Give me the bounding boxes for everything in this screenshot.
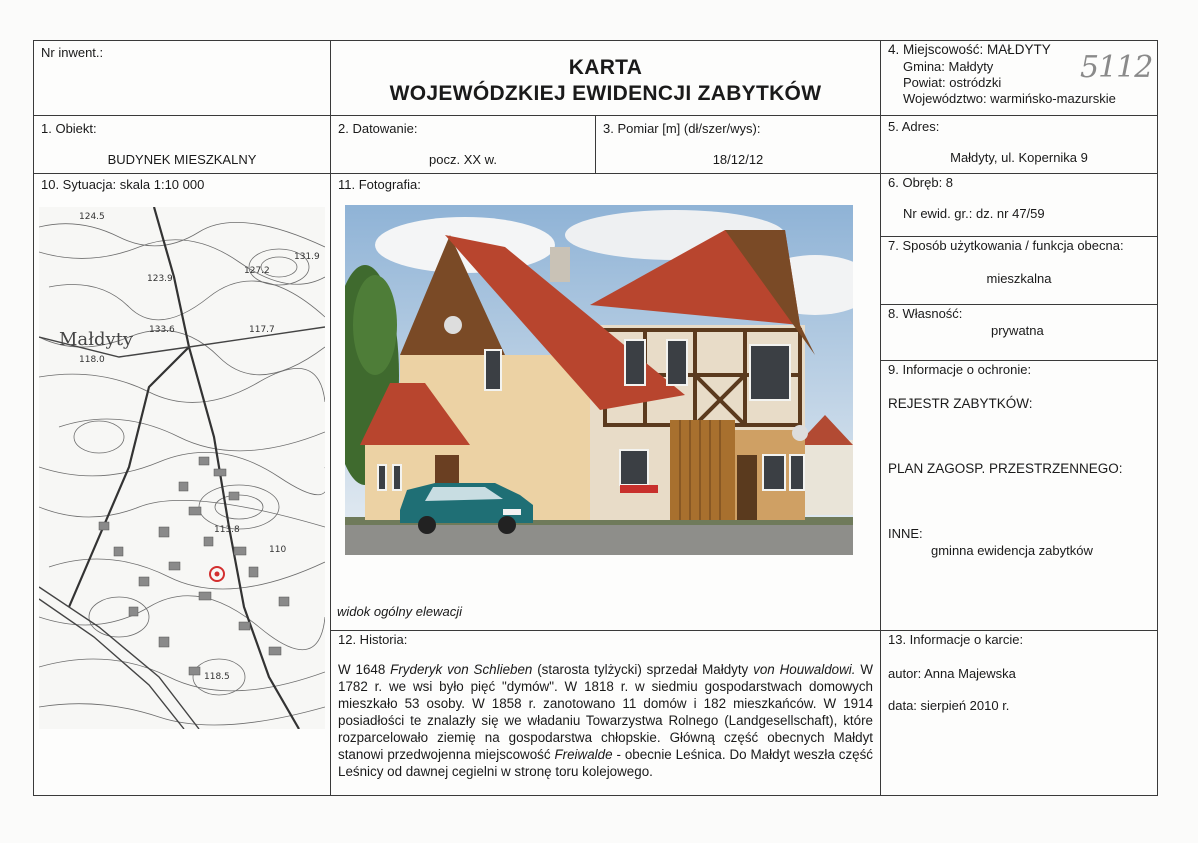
map-height-label: 124.5 xyxy=(79,212,105,222)
photo-cell xyxy=(330,173,881,631)
measure-label: 3. Pomiar [m] (dł/szer/wys): xyxy=(603,121,761,136)
measure-value: 18/12/12 xyxy=(712,152,764,167)
object-cell xyxy=(33,115,331,174)
map-height-label: 117.7 xyxy=(249,325,275,335)
map-height-label: 123.9 xyxy=(147,274,173,284)
voivodeship-value: Województwo: warmińsko-mazurskie xyxy=(903,91,1116,106)
ownership-label: 8. Własność: xyxy=(888,306,963,321)
usage-label: 7. Sposób użytkowania / funkcja obecna: xyxy=(888,238,1124,253)
precinct-label: 6. Obręb: 8 xyxy=(888,175,954,190)
date-value: data: sierpień 2010 r. xyxy=(888,698,1010,713)
map-height-label: 133.6 xyxy=(149,325,175,335)
object-value: BUDYNEK MIESZKALNY xyxy=(107,152,257,167)
card-title-line2: WOJEWÓDZKIEJ EWIDENCJI ZABYTKÓW xyxy=(389,82,822,105)
situation-cell xyxy=(33,173,331,796)
photo-caption: widok ogólny elewacji xyxy=(337,604,463,619)
address-value: Małdyty, ul. Kopernika 9 xyxy=(950,150,1088,165)
ownership-cell xyxy=(880,304,1158,361)
locality-label: 4. Miejscowość: MAŁDYTY xyxy=(888,42,1051,57)
map-height-label: 110 xyxy=(269,545,287,555)
handwritten-number: 5112 xyxy=(1080,50,1153,85)
precinct-cell xyxy=(880,173,1158,237)
title-cell xyxy=(330,40,881,116)
inventory-label: Nr inwent.: xyxy=(41,45,104,60)
map-town-label: Małdyty xyxy=(59,329,134,350)
protection-label: 9. Informacje o ochronie: xyxy=(888,362,1032,377)
map-height-label: 131.9 xyxy=(294,252,320,262)
map-height-label: 113.8 xyxy=(214,525,240,535)
history-text: W 1648 Fryderyk von Schlieben (starosta tylżycki) sprzedał Małdyty von Houwaldowi. W 1782 r. we wsi było pięć "dymów". W 1818 r. w siedmiu gospodarstwach domowych mieszkało 53 osoby. W 1858 r. zanotowano 11 domów i 182 mieszkańców. W 1914 posiadłości te znalazły się we władaniu Towarzystwa Rolnego (Landgesellschaft), które rozparcelowało ziemię na gospodarstwa chłopskie. Główną część obecnych Małdyt stanowi przedwojenna miejscowość Freiwalde - obecnie Leśnica. Do Małdyt weszła część Leśnicy od dawnej cegielni w stronę toru kolejowego. xyxy=(338,662,873,779)
district-value: Powiat: ostródzki xyxy=(903,75,1002,90)
photo-label: 11. Fotografia: xyxy=(338,177,421,192)
author-value: autor: Anna Majewska xyxy=(888,666,1016,681)
card-info-label: 13. Informacje o karcie: xyxy=(888,632,1024,647)
dating-value: pocz. XX w. xyxy=(429,152,497,167)
commune-value: Gmina: Małdyty xyxy=(903,59,994,74)
inventory-cell xyxy=(33,40,331,116)
measure-cell xyxy=(595,115,881,174)
building-photo xyxy=(345,205,853,555)
other-value: gminna ewidencja zabytków xyxy=(931,543,1093,558)
protection-cell xyxy=(880,360,1158,631)
topographic-map xyxy=(39,207,325,729)
ownership-value: prywatna xyxy=(991,323,1044,338)
parcel-value: Nr ewid. gr.: dz. nr 47/59 xyxy=(903,206,1045,221)
register-label: REJESTR ZABYTKÓW: xyxy=(888,396,1033,411)
card-title-line1: KARTA xyxy=(568,56,643,79)
address-label: 5. Adres: xyxy=(888,119,940,134)
dating-label: 2. Datowanie: xyxy=(338,121,418,136)
plan-label: PLAN ZAGOSP. PRZESTRZENNEGO: xyxy=(888,461,1123,476)
other-label: INNE: xyxy=(888,526,923,541)
map-height-label: 118.0 xyxy=(79,355,105,365)
dating-cell xyxy=(330,115,596,174)
usage-value: mieszkalna xyxy=(986,271,1052,286)
map-height-label: 127.2 xyxy=(244,266,270,276)
usage-cell xyxy=(880,236,1158,305)
address-cell xyxy=(880,115,1158,174)
history-cell xyxy=(330,630,881,796)
situation-label: 10. Sytuacja: skala 1:10 000 xyxy=(41,177,205,192)
map-height-label: 118.5 xyxy=(204,672,230,682)
card-info-cell xyxy=(880,630,1158,796)
history-label: 12. Historia: xyxy=(338,632,408,647)
object-label: 1. Obiekt: xyxy=(41,121,97,136)
